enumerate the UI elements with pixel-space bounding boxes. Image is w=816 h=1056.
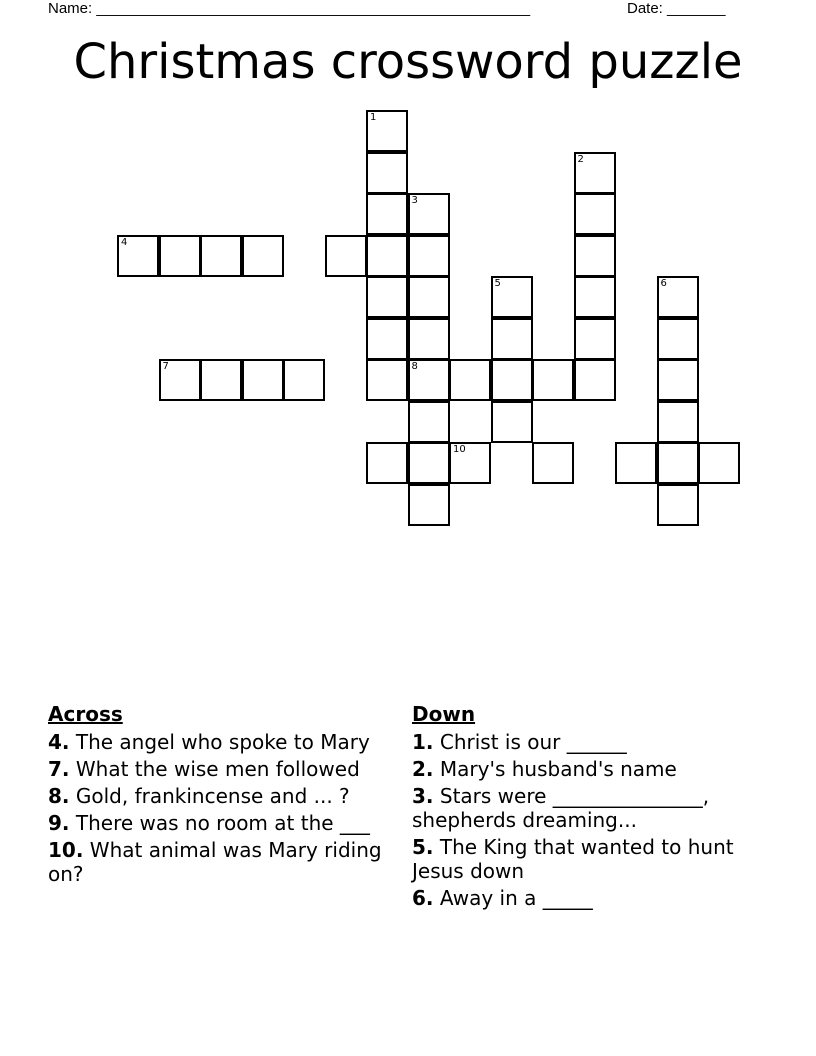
grid-cell[interactable] xyxy=(408,276,450,318)
across-clue: 8. Gold, frankincense and ... ? xyxy=(48,784,350,808)
grid-cell[interactable] xyxy=(574,318,616,360)
clue-number: 8 xyxy=(411,361,418,372)
across-clue: 4. The angel who spoke to Mary xyxy=(48,730,370,754)
grid-cell[interactable] xyxy=(657,359,699,401)
grid-cell[interactable] xyxy=(408,484,450,526)
date-field[interactable]: Date: _______ xyxy=(627,0,726,17)
down-clues xyxy=(412,702,742,913)
grid-cell[interactable] xyxy=(449,359,491,401)
grid-cell[interactable] xyxy=(491,318,533,360)
grid-cell[interactable] xyxy=(657,442,699,484)
grid-cell[interactable] xyxy=(159,235,201,277)
down-clue: 3. Stars were _______________, shepherds dreaming... xyxy=(412,784,710,832)
page-title: Christmas crossword puzzle xyxy=(73,34,743,90)
grid-cell[interactable] xyxy=(408,318,450,360)
grid-cell[interactable] xyxy=(698,442,740,484)
down-clue: 1. Christ is our ______ xyxy=(412,730,627,754)
grid-cell[interactable] xyxy=(657,401,699,443)
clue-number: 7 xyxy=(162,361,169,372)
grid-cell[interactable] xyxy=(449,442,491,484)
grid-cell[interactable] xyxy=(159,359,201,401)
grid-cell[interactable] xyxy=(366,193,408,235)
grid-cell[interactable] xyxy=(574,276,616,318)
grid-cell[interactable] xyxy=(366,110,408,152)
grid-cell[interactable] xyxy=(574,193,616,235)
grid-cell[interactable] xyxy=(657,276,699,318)
grid-cell[interactable] xyxy=(283,359,325,401)
grid-cell[interactable] xyxy=(408,235,450,277)
grid-cell[interactable] xyxy=(615,442,657,484)
grid-cell[interactable] xyxy=(408,193,450,235)
grid-cell[interactable] xyxy=(574,359,616,401)
grid-cell[interactable] xyxy=(366,152,408,194)
grid-cell[interactable] xyxy=(532,442,574,484)
grid-cell[interactable] xyxy=(657,484,699,526)
clue-number: 10 xyxy=(453,444,466,455)
down-clue: 6. Away in a _____ xyxy=(412,886,593,910)
grid-cell[interactable] xyxy=(200,235,242,277)
grid-cell[interactable] xyxy=(574,235,616,277)
across-clues xyxy=(48,702,398,889)
name-field[interactable]: Name: ____________________________________________________ xyxy=(48,0,531,17)
clue-number: 3 xyxy=(411,195,418,206)
grid-cell[interactable] xyxy=(408,359,450,401)
across-clue: 7. What the wise men followed xyxy=(48,757,360,781)
across-clue: 9. There was no room at the ___ xyxy=(48,811,370,835)
grid-cell[interactable] xyxy=(491,401,533,443)
clue-number: 1 xyxy=(370,112,377,123)
grid-cell[interactable] xyxy=(366,442,408,484)
grid-cell[interactable] xyxy=(657,318,699,360)
grid-cell[interactable] xyxy=(366,359,408,401)
grid-cell[interactable] xyxy=(491,276,533,318)
grid-cell[interactable] xyxy=(532,359,574,401)
grid-cell[interactable] xyxy=(408,442,450,484)
grid-cell[interactable] xyxy=(491,359,533,401)
across-clue: 10. What animal was Mary riding on? xyxy=(48,838,382,886)
grid-cell[interactable] xyxy=(200,359,242,401)
grid-cell[interactable] xyxy=(574,152,616,194)
clue-number: 4 xyxy=(121,236,128,248)
grid-cell[interactable] xyxy=(366,318,408,360)
down-clue: 5. The King that wanted to hunt Jesus down xyxy=(412,835,734,883)
grid-cell[interactable] xyxy=(117,235,159,277)
clue-number: 2 xyxy=(577,153,584,165)
clue-number: 5 xyxy=(494,278,501,289)
grid-cell[interactable] xyxy=(366,276,408,318)
grid-cell[interactable] xyxy=(242,359,284,401)
down-clue: 2. Mary's husband's name xyxy=(412,757,677,781)
grid-cell[interactable] xyxy=(366,235,408,277)
clue-number: 6 xyxy=(660,278,667,289)
grid-cell[interactable] xyxy=(408,401,450,443)
grid-cell[interactable] xyxy=(325,235,367,277)
across-heading: Across xyxy=(48,702,123,726)
down-heading: Down xyxy=(412,702,476,726)
grid-cell[interactable] xyxy=(242,235,284,277)
